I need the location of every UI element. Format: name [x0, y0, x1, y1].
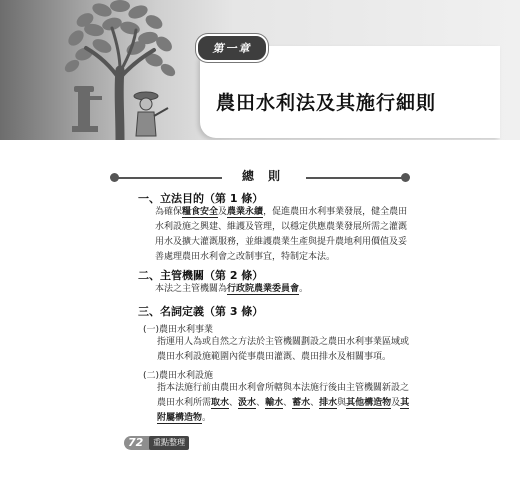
page-number: 72 [128, 436, 144, 449]
section-title: 總則 [222, 167, 306, 184]
text-run: 及 [391, 398, 401, 408]
text-run: 。 [202, 413, 212, 423]
text-run: 、 [283, 398, 293, 408]
emphasized-term: 糧食安全 [182, 207, 219, 217]
text-line [155, 220, 407, 235]
footer-section-label: 重點整理 [149, 436, 189, 450]
emphasized-term: 取水 [211, 398, 230, 408]
text-run: ，促進農田水利事業發展，健全農田 [263, 207, 408, 217]
emphasized-term: 排水 [319, 398, 338, 408]
section-header [110, 167, 410, 185]
text-line [155, 205, 407, 220]
chapter-title: 農田水利法及其施行細則 [216, 92, 437, 114]
text-line [155, 235, 407, 250]
article-paragraph [155, 282, 308, 297]
emphasized-term: 輸水 [265, 398, 284, 408]
definition-label: (一)農田水利事業 [143, 325, 214, 335]
text-line [155, 282, 308, 297]
chapter-banner [0, 0, 520, 140]
text-run: 。 [299, 284, 309, 294]
tree-and-farmer-illustration [50, 0, 190, 140]
text-run: 指運用人為或自然之方法於主管機關劃設之農田水利事業區域或 [157, 337, 410, 347]
text-run: 、 [310, 398, 320, 408]
article-heading: 一、立法目的（第 1 條） [138, 192, 264, 205]
text-run: 用水及擴大灌溉服務，並維護農業生產與提升農地利用價值及妥 [155, 237, 408, 247]
chapter-number-badge: 第一章 [196, 34, 268, 62]
text-run: 指本法施行前由農田水利會所轄與本法施行後由主管機關新設之 [157, 383, 410, 393]
text-run: 、 [229, 398, 239, 408]
definition-paragraph [157, 381, 409, 426]
text-line [157, 350, 409, 365]
section-rule-right-dot [401, 173, 410, 182]
emphasized-term: 農業永續 [227, 207, 264, 217]
emphasized-term: 行政院農業委員會 [227, 284, 300, 294]
text-line [155, 250, 407, 265]
emphasized-term: 附屬構造物 [157, 413, 203, 423]
section-rule-left-dot [110, 173, 119, 182]
definition-label: (二)農田水利設施 [143, 371, 214, 381]
emphasized-term: 其他構造物 [346, 398, 392, 408]
text-run: 農田水利設施範圍內從事農田灌溉、農田排水及相關事項。 [157, 352, 392, 362]
article-heading: 三、名詞定義（第 3 條） [138, 305, 264, 318]
text-run: 本法之主管機關為 [155, 284, 228, 294]
text-run: 、 [256, 398, 266, 408]
text-run: 水利設施之興建、維護及管理，以穩定供應農業發展所需之灌溉 [155, 222, 408, 232]
text-run: 善處理農田水利會之改制事宜，特制定本法。 [155, 252, 336, 262]
article-heading: 二、主管機關（第 2 條） [138, 269, 264, 282]
text-line [157, 381, 409, 396]
emphasized-term: 汲水 [238, 398, 257, 408]
text-run: 與 [337, 398, 347, 408]
text-line [157, 396, 409, 411]
text-run: 為確保 [155, 207, 183, 217]
article-paragraph [155, 205, 407, 265]
emphasized-term: 其 [400, 398, 410, 408]
text-line [157, 335, 409, 350]
text-run: 及 [218, 207, 228, 217]
text-line [157, 411, 409, 426]
text-run: 農田水利所需 [157, 398, 212, 408]
definition-paragraph [157, 335, 409, 365]
emphasized-term: 蓄水 [292, 398, 311, 408]
